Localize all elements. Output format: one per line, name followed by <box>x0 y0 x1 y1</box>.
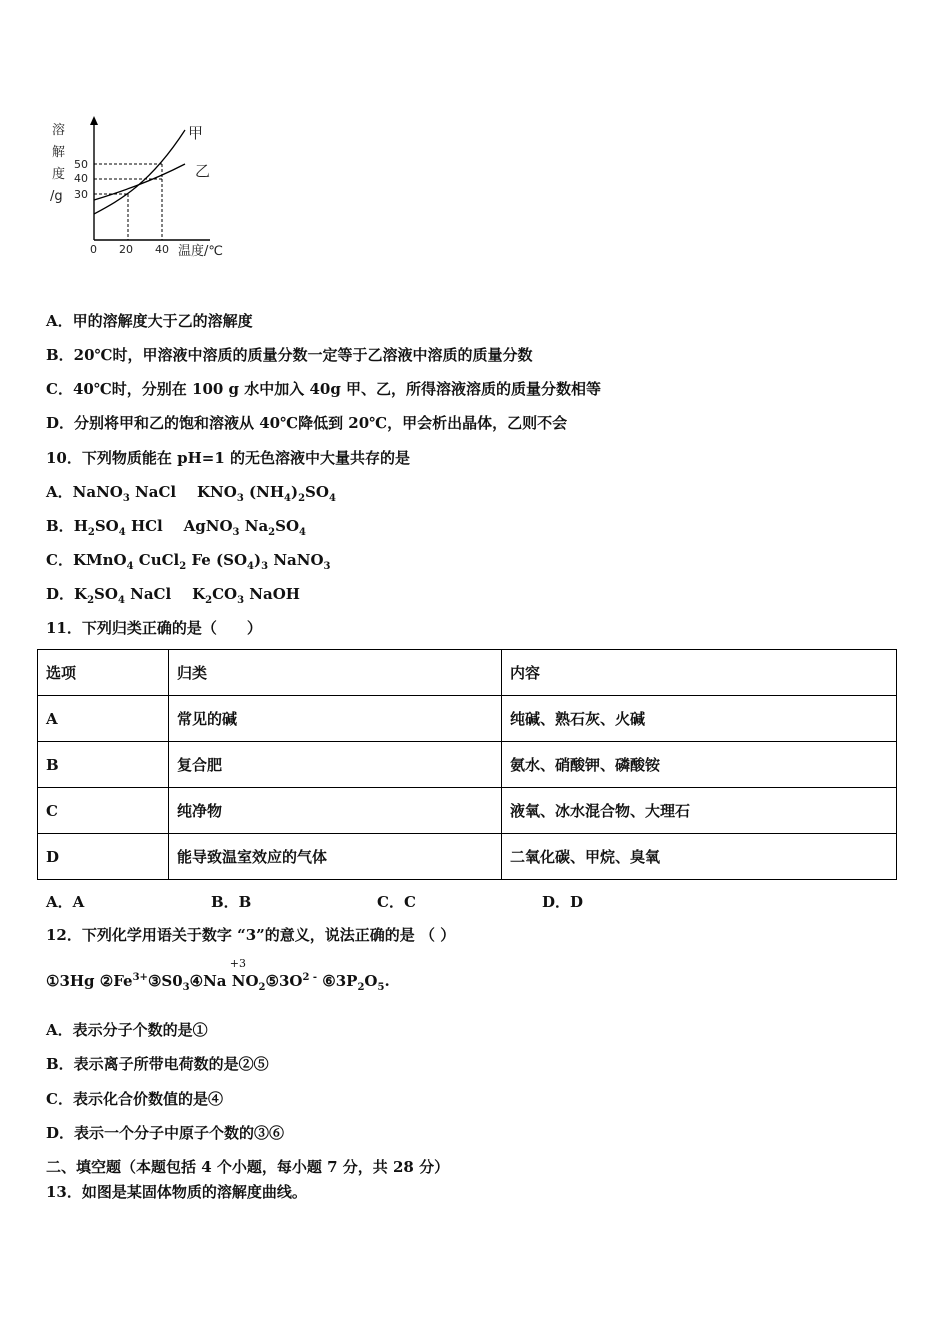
series-label-jia: 甲 <box>188 124 204 142</box>
q10-a-p5: SO <box>305 483 329 501</box>
graph-x-tick-0: 0 <box>90 243 97 256</box>
q10-b-p2: SO <box>94 517 119 535</box>
formula-e-sup: 2 - <box>302 972 318 983</box>
table-row <box>38 742 897 788</box>
q12-stem: 12．下列化学用语关于数字 “3”的意义，说法正确的是 （ ） <box>46 926 456 944</box>
q10-b-p4: Na <box>239 517 269 535</box>
q12-option-c: C．表示化合价数值的是④ <box>46 1090 223 1108</box>
table-cell: 二氧化碳、甲烷、臭氧 <box>502 834 897 880</box>
q10-d-s1: 2 <box>87 595 95 606</box>
q10-option-a <box>46 482 336 502</box>
formula-d: O <box>245 972 259 990</box>
q10-stem: 10．下列物质能在 pH=1 的无色溶液中大量共存的是 <box>46 449 410 467</box>
q9-option-d: D．分别将甲和乙的饱和溶液从 40℃降低到 20℃，甲会析出晶体，乙则不会 <box>46 414 568 432</box>
table-row <box>38 696 897 742</box>
table-cell: 纯净物 <box>169 788 502 834</box>
header-category: 归类 <box>169 650 502 696</box>
formula-g: O <box>364 972 378 990</box>
table-cell: D <box>38 834 169 880</box>
formula-h: . <box>384 972 390 990</box>
curve-jia <box>94 130 185 214</box>
q10-option-c <box>46 550 331 570</box>
formula-c: ④Na <box>189 972 232 990</box>
solubility-graph <box>40 112 240 262</box>
q11-choice-d: D．D <box>542 893 584 911</box>
q12-option-b: B．表示离子所带电荷数的是②⑤ <box>46 1055 269 1073</box>
graph-x-tick-40: 40 <box>155 243 169 256</box>
formula-f-sub1: 2 <box>357 982 365 993</box>
q10-d-s4: 3 <box>237 595 245 606</box>
q12-formula <box>46 957 390 993</box>
q11-table <box>37 649 897 880</box>
graph-y-arrow <box>90 116 98 125</box>
q10-a-prefix: A． <box>46 483 73 501</box>
table-cell: B <box>38 742 169 788</box>
q10-a-s5: 4 <box>328 493 336 504</box>
q10-a-s4: 2 <box>298 493 306 504</box>
table-cell: C <box>38 788 169 834</box>
formula-a: ①3Hg ②Fe <box>46 972 133 990</box>
formula-n-symbol: N <box>231 972 246 990</box>
q10-c-s3: 4 <box>247 561 255 572</box>
q10-c-s2: 2 <box>179 561 187 572</box>
q10-c-s1: 4 <box>126 561 134 572</box>
q10-a-p4: ) <box>290 483 299 501</box>
formula-n <box>229 957 246 991</box>
q10-a-s1: 3 <box>122 493 130 504</box>
q10-b-p3: HCl AgNO <box>125 517 233 535</box>
graph-y-tick-40: 40 <box>74 172 88 185</box>
q10-a-s3: 4 <box>284 493 291 504</box>
q10-d-p5: NaOH <box>244 585 300 603</box>
table-cell: 纯碱、熟石灰、火碱 <box>502 696 897 742</box>
q10-b-p5: SO <box>275 517 300 535</box>
q10-c-s4: 3 <box>261 561 269 572</box>
q10-b-s3: 3 <box>232 527 240 538</box>
q10-d-s2: 4 <box>117 595 125 606</box>
q12-option-a: A．表示分子个数的是① <box>46 1021 208 1039</box>
curve-yi <box>94 164 185 200</box>
formula-d-sub: 2 <box>258 982 266 993</box>
q10-option-b <box>46 516 306 536</box>
header-content: 内容 <box>502 650 897 696</box>
q10-option-d <box>46 584 300 604</box>
graph-y-label-3: 度 <box>52 167 66 182</box>
graph-y-tick-30: 30 <box>74 188 88 201</box>
q10-d-p3: NaCl K <box>124 585 206 603</box>
q10-d-p4: CO <box>212 585 238 603</box>
q10-c-p5: NaNO <box>268 551 324 569</box>
q9-option-b: B．20℃时，甲溶液中溶质的质量分数一定等于乙溶液中溶质的质量分数 <box>46 346 533 364</box>
q10-c-p2: CuCl <box>133 551 180 569</box>
q10-b-prefix: B． <box>46 517 74 535</box>
table-header-row <box>38 650 897 696</box>
q10-b-s1: 2 <box>87 527 95 538</box>
q10-a-p1: NaNO <box>72 483 123 501</box>
q10-a-p3: (NH <box>243 483 284 501</box>
q11-choice-a: A．A <box>46 893 85 911</box>
q10-b-s4: 2 <box>268 527 276 538</box>
q10-a-s2: 3 <box>236 493 244 504</box>
formula-f-sub2: 5 <box>377 982 385 993</box>
q10-d-p2: SO <box>94 585 118 603</box>
q10-b-s5: 4 <box>299 527 307 538</box>
q12-option-d: D．表示一个分子中原子个数的③⑥ <box>46 1124 285 1142</box>
header-option: 选项 <box>38 650 169 696</box>
q10-b-p1: H <box>73 517 88 535</box>
table-cell: 复合肥 <box>169 742 502 788</box>
formula-b-sub: 3 <box>182 982 190 993</box>
formula-e: ⑤3O <box>265 972 303 990</box>
table-cell: 液氧、冰水混合物、大理石 <box>502 788 897 834</box>
formula-f: ⑥3P <box>317 972 358 990</box>
table-cell: A <box>38 696 169 742</box>
q10-c-p4: ) <box>254 551 262 569</box>
q10-a-p2: NaCl KNO <box>129 483 237 501</box>
q10-d-prefix: D． <box>46 585 75 603</box>
q10-d-p1: K <box>74 585 88 603</box>
table-row <box>38 788 897 834</box>
series-label-yi: 乙 <box>195 162 211 180</box>
q10-c-p3: Fe (SO <box>186 551 248 569</box>
q10-c-prefix: C． <box>46 551 73 569</box>
q13-stem: 13．如图是某固体物质的溶解度曲线。 <box>46 1183 307 1201</box>
q9-option-c: C．40℃时，分别在 100 g 水中加入 40g 甲、乙，所得溶液溶质的质量分数相等 <box>46 380 602 398</box>
q10-c-s5: 3 <box>323 561 331 572</box>
q11-choice-c: C．C <box>377 893 416 911</box>
q10-c-p1: KMnO <box>72 551 127 569</box>
graph-y-label-4: /g <box>50 189 63 204</box>
section-2-heading: 二、填空题（本题包括 4 个小题，每小题 7 分，共 28 分） <box>46 1158 450 1176</box>
graph-x-tick-20: 20 <box>119 243 133 256</box>
q10-b-s2: 4 <box>118 527 126 538</box>
graph-y-label-1: 溶 <box>52 123 66 138</box>
table-row <box>38 834 897 880</box>
table-cell: 能导致温室效应的气体 <box>169 834 502 880</box>
table-cell: 常见的碱 <box>169 696 502 742</box>
graph-x-label: 温度/℃ <box>178 244 223 259</box>
graph-y-label-2: 解 <box>52 145 66 160</box>
table-cell: 氨水、硝酸钾、磷酸铵 <box>502 742 897 788</box>
q9-option-a: A．甲的溶解度大于乙的溶解度 <box>46 312 253 330</box>
q10-d-s3: 2 <box>205 595 213 606</box>
formula-b: ③S0 <box>147 972 183 990</box>
q11-stem: 11．下列归类正确的是（ ） <box>46 619 262 637</box>
formula-n-valence: +3 <box>229 957 246 970</box>
q11-choice-b: B．B <box>211 893 252 911</box>
graph-y-tick-50: 50 <box>74 158 88 171</box>
formula-a-sup: 3+ <box>132 972 148 983</box>
